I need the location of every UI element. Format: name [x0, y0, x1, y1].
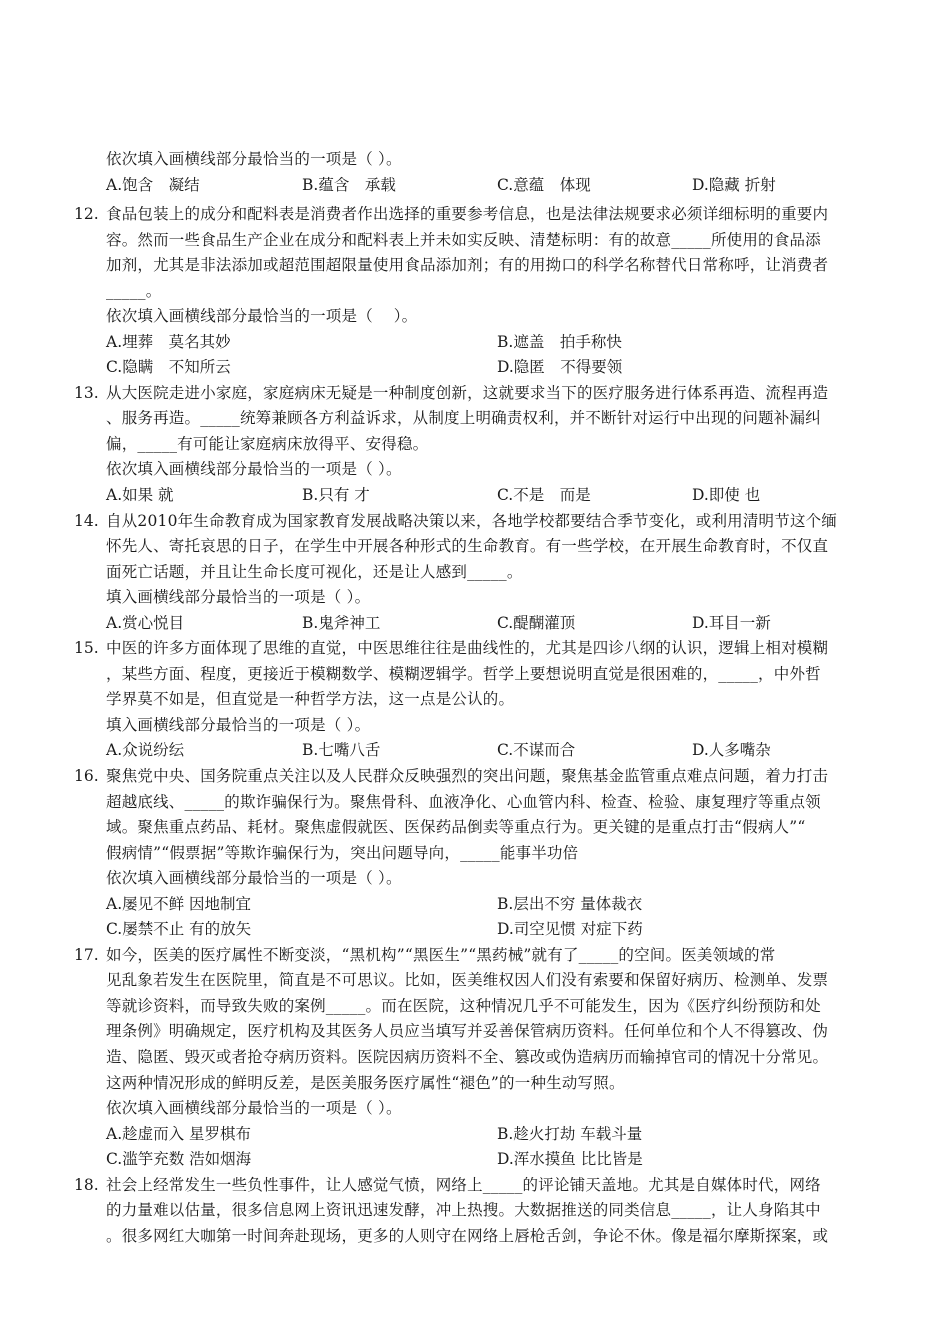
q15-option-a: A.众说纷纭 [106, 741, 185, 759]
q12-option-b: B.遮盖 拍手称快 [497, 333, 622, 351]
q11-prompt: 依次填入画横线部分最恰当的一项是（ ）。 [106, 150, 402, 168]
q13-line-2: 、服务再造。_____统筹兼顾各方利益诉求，从制度上明确责权利，并不断针对运行中出现的问题补漏纠 [106, 409, 821, 427]
q11-option-d: D.隐藏 折射 [692, 176, 776, 194]
q14-option-c: C.醍醐灌顶 [497, 614, 576, 632]
q14-line-3: 面死亡话题，并且让生命长度可视化，还是让人感到_____。 [106, 563, 523, 581]
q18-line-3: 。很多网红大咖第一时间奔赴现场，更多的人则守在网络上唇枪舌剑，争论不休。像是福尔摩斯探案，或 [106, 1227, 829, 1245]
q17-option-b: B.趁火打劫 车载斗量 [497, 1125, 643, 1143]
q12-line-1: 食品包装上的成分和配料表是消费者作出选择的重要参考信息，也是法律法规要求必须详细标明的重要内 [106, 205, 829, 223]
q17-number: 17. [74, 946, 99, 964]
q16-line-1: 聚焦党中央、国务院重点关注以及人民群众反映强烈的突出问题，聚焦基金监管重点难点问题，着力打击 [106, 767, 829, 785]
q17-option-d: D.浑水摸鱼 比比皆是 [497, 1150, 643, 1168]
q15-line-2: ，某些方面、程度，更接近于模糊数学、模糊逻辑学。哲学上要想说明直觉是很困难的，_____，中外哲 [106, 665, 821, 683]
q12-option-c: C.隐瞒 不知所云 [106, 358, 231, 376]
q14-number: 14. [74, 512, 99, 530]
q17-prompt: 依次填入画横线部分最恰当的一项是（ ）。 [106, 1099, 402, 1117]
q11-option-c: C.意蕴 体现 [497, 176, 591, 194]
q16-line-4: 假病情”“假票据”等欺诈骗保行为，突出问题导向，_____能事半功倍 [106, 844, 579, 862]
q11-option-a: A.饱含 凝结 [106, 176, 200, 194]
q12-prompt: 依次填入画横线部分最恰当的一项是（ ）。 [106, 307, 418, 325]
q15-line-1: 中医的许多方面体现了思维的直觉，中医思维往往是曲线性的，尤其是四诊八纲的认识，逻辑上相对模糊 [106, 639, 829, 657]
q14-prompt: 填入画横线部分最恰当的一项是（ ）。 [106, 588, 371, 606]
q13-number: 13. [74, 384, 99, 402]
q12-line-2: 容。然而一些食品生产企业在成分和配料表上并未如实反映、清楚标明：有的故意_____所使用的食品添 [106, 231, 821, 249]
q11-option-b: B.蕴含 承载 [302, 176, 396, 194]
q17-line-1: 如今，医美的医疗属性不断变淡，“黑机构”“黑医生”“黑药械”就有了_____的空间。医美领域的常 [106, 946, 776, 964]
q13-option-c: C.不是 而是 [497, 486, 591, 504]
q12-option-a: A.埋葬 莫名其妙 [106, 333, 231, 351]
q16-option-d: D.司空见惯 对症下药 [497, 920, 643, 938]
q12-number: 12. [74, 205, 99, 223]
q18-line-1: 社会上经常发生一些负性事件，让人感觉气愤，网络上_____的评论铺天盖地。尤其是自媒体时代，网络 [106, 1176, 821, 1194]
q13-line-1: 从大医院走进小家庭，家庭病床无疑是一种制度创新，这就要求当下的医疗服务进行体系再造、流程再造 [106, 384, 829, 402]
q16-number: 16. [74, 767, 99, 785]
q17-line-5: 造、隐匿、毁灭或者抢夺病历资料。医院因病历资料不全、篡改或伪造病历而输掉官司的情况十分常见。 [106, 1048, 829, 1066]
q15-number: 15. [74, 639, 99, 657]
q14-option-a: A.赏心悦目 [106, 614, 185, 632]
q15-option-b: B.七嘴八舌 [302, 741, 381, 759]
q17-option-a: A.趁虚而入 星罗棋布 [106, 1125, 252, 1143]
q14-line-2: 怀先人、寄托哀思的日子，在学生中开展各种形式的生命教育。有一些学校，在开展生命教育时，不仅直 [106, 537, 829, 555]
q16-option-b: B.层出不穷 量体裁衣 [497, 895, 643, 913]
q14-option-b: B.鬼斧神工 [302, 614, 381, 632]
q16-line-3: 域。聚焦重点药品、耗材。聚焦虚假就医、医保药品倒卖等重点行为。更关键的是重点打击“假病人”“ [106, 818, 806, 836]
q12-line-3: 加剂，尤其是非法添加或超范围超限量使用食品添加剂；有的用拗口的科学名称替代日常称呼，让消费者 [106, 256, 829, 274]
q15-prompt: 填入画横线部分最恰当的一项是（ ）。 [106, 716, 371, 734]
q15-line-3: 学界莫不如是，但直觉是一种哲学方法，这一点是公认的。 [106, 690, 515, 708]
q14-option-d: D.耳目一新 [692, 614, 771, 632]
q17-line-2: 见乱象若发生在医院里，简直是不可思议。比如，医美维权因人们没有索要和保留好病历、检测单、发票 [106, 971, 829, 989]
q15-option-d: D.人多嘴杂 [692, 741, 771, 759]
q18-line-2: 的力量难以估量，很多信息网上资讯迅速发酵，冲上热搜。大数据推送的同类信息_____，让人身陷其中 [106, 1201, 821, 1219]
q14-line-1: 自从2010年生命教育成为国家教育发展战略决策以来，各地学校都要结合季节变化，或利用清明节这个缅 [106, 512, 838, 530]
q13-prompt: 依次填入画横线部分最恰当的一项是（ ）。 [106, 460, 402, 478]
q13-option-a: A.如果 就 [106, 486, 174, 504]
q17-line-6: 这两种情况形成的鲜明反差，是医美服务医疗属性“褪色”的一种生动写照。 [106, 1074, 625, 1092]
q18-number: 18. [74, 1176, 99, 1194]
q12-line-4: _____。 [106, 282, 162, 300]
q12-option-d: D.隐匿 不得要领 [497, 358, 623, 376]
q17-option-c: C.滥竽充数 浩如烟海 [106, 1150, 252, 1168]
q13-option-d: D.即使 也 [692, 486, 761, 504]
q16-line-2: 超越底线、_____的欺诈骗保行为。聚焦骨科、血液净化、心血管内科、检查、检验、康复理疗等重点领 [106, 793, 821, 811]
q16-option-a: A.屡见不鲜 因地制宜 [106, 895, 252, 913]
q17-line-4: 理条例》明确规定，医疗机构及其医务人员应当填写并妥善保管病历资料。任何单位和个人不得篡改、伪 [106, 1022, 829, 1040]
q13-option-b: B.只有 才 [302, 486, 370, 504]
q13-line-3: 偏，_____有可能让家庭病床放得平、安得稳。 [106, 435, 429, 453]
q15-option-c: C.不谋而合 [497, 741, 576, 759]
q16-prompt: 依次填入画横线部分最恰当的一项是（ ）。 [106, 869, 402, 887]
q16-option-c: C.屡禁不止 有的放矢 [106, 920, 252, 938]
q17-line-3: 等就诊资料，而导致失败的案例_____。而在医院，这种情况几乎不可能发生，因为《医疗纠纷预防和处 [106, 997, 821, 1015]
